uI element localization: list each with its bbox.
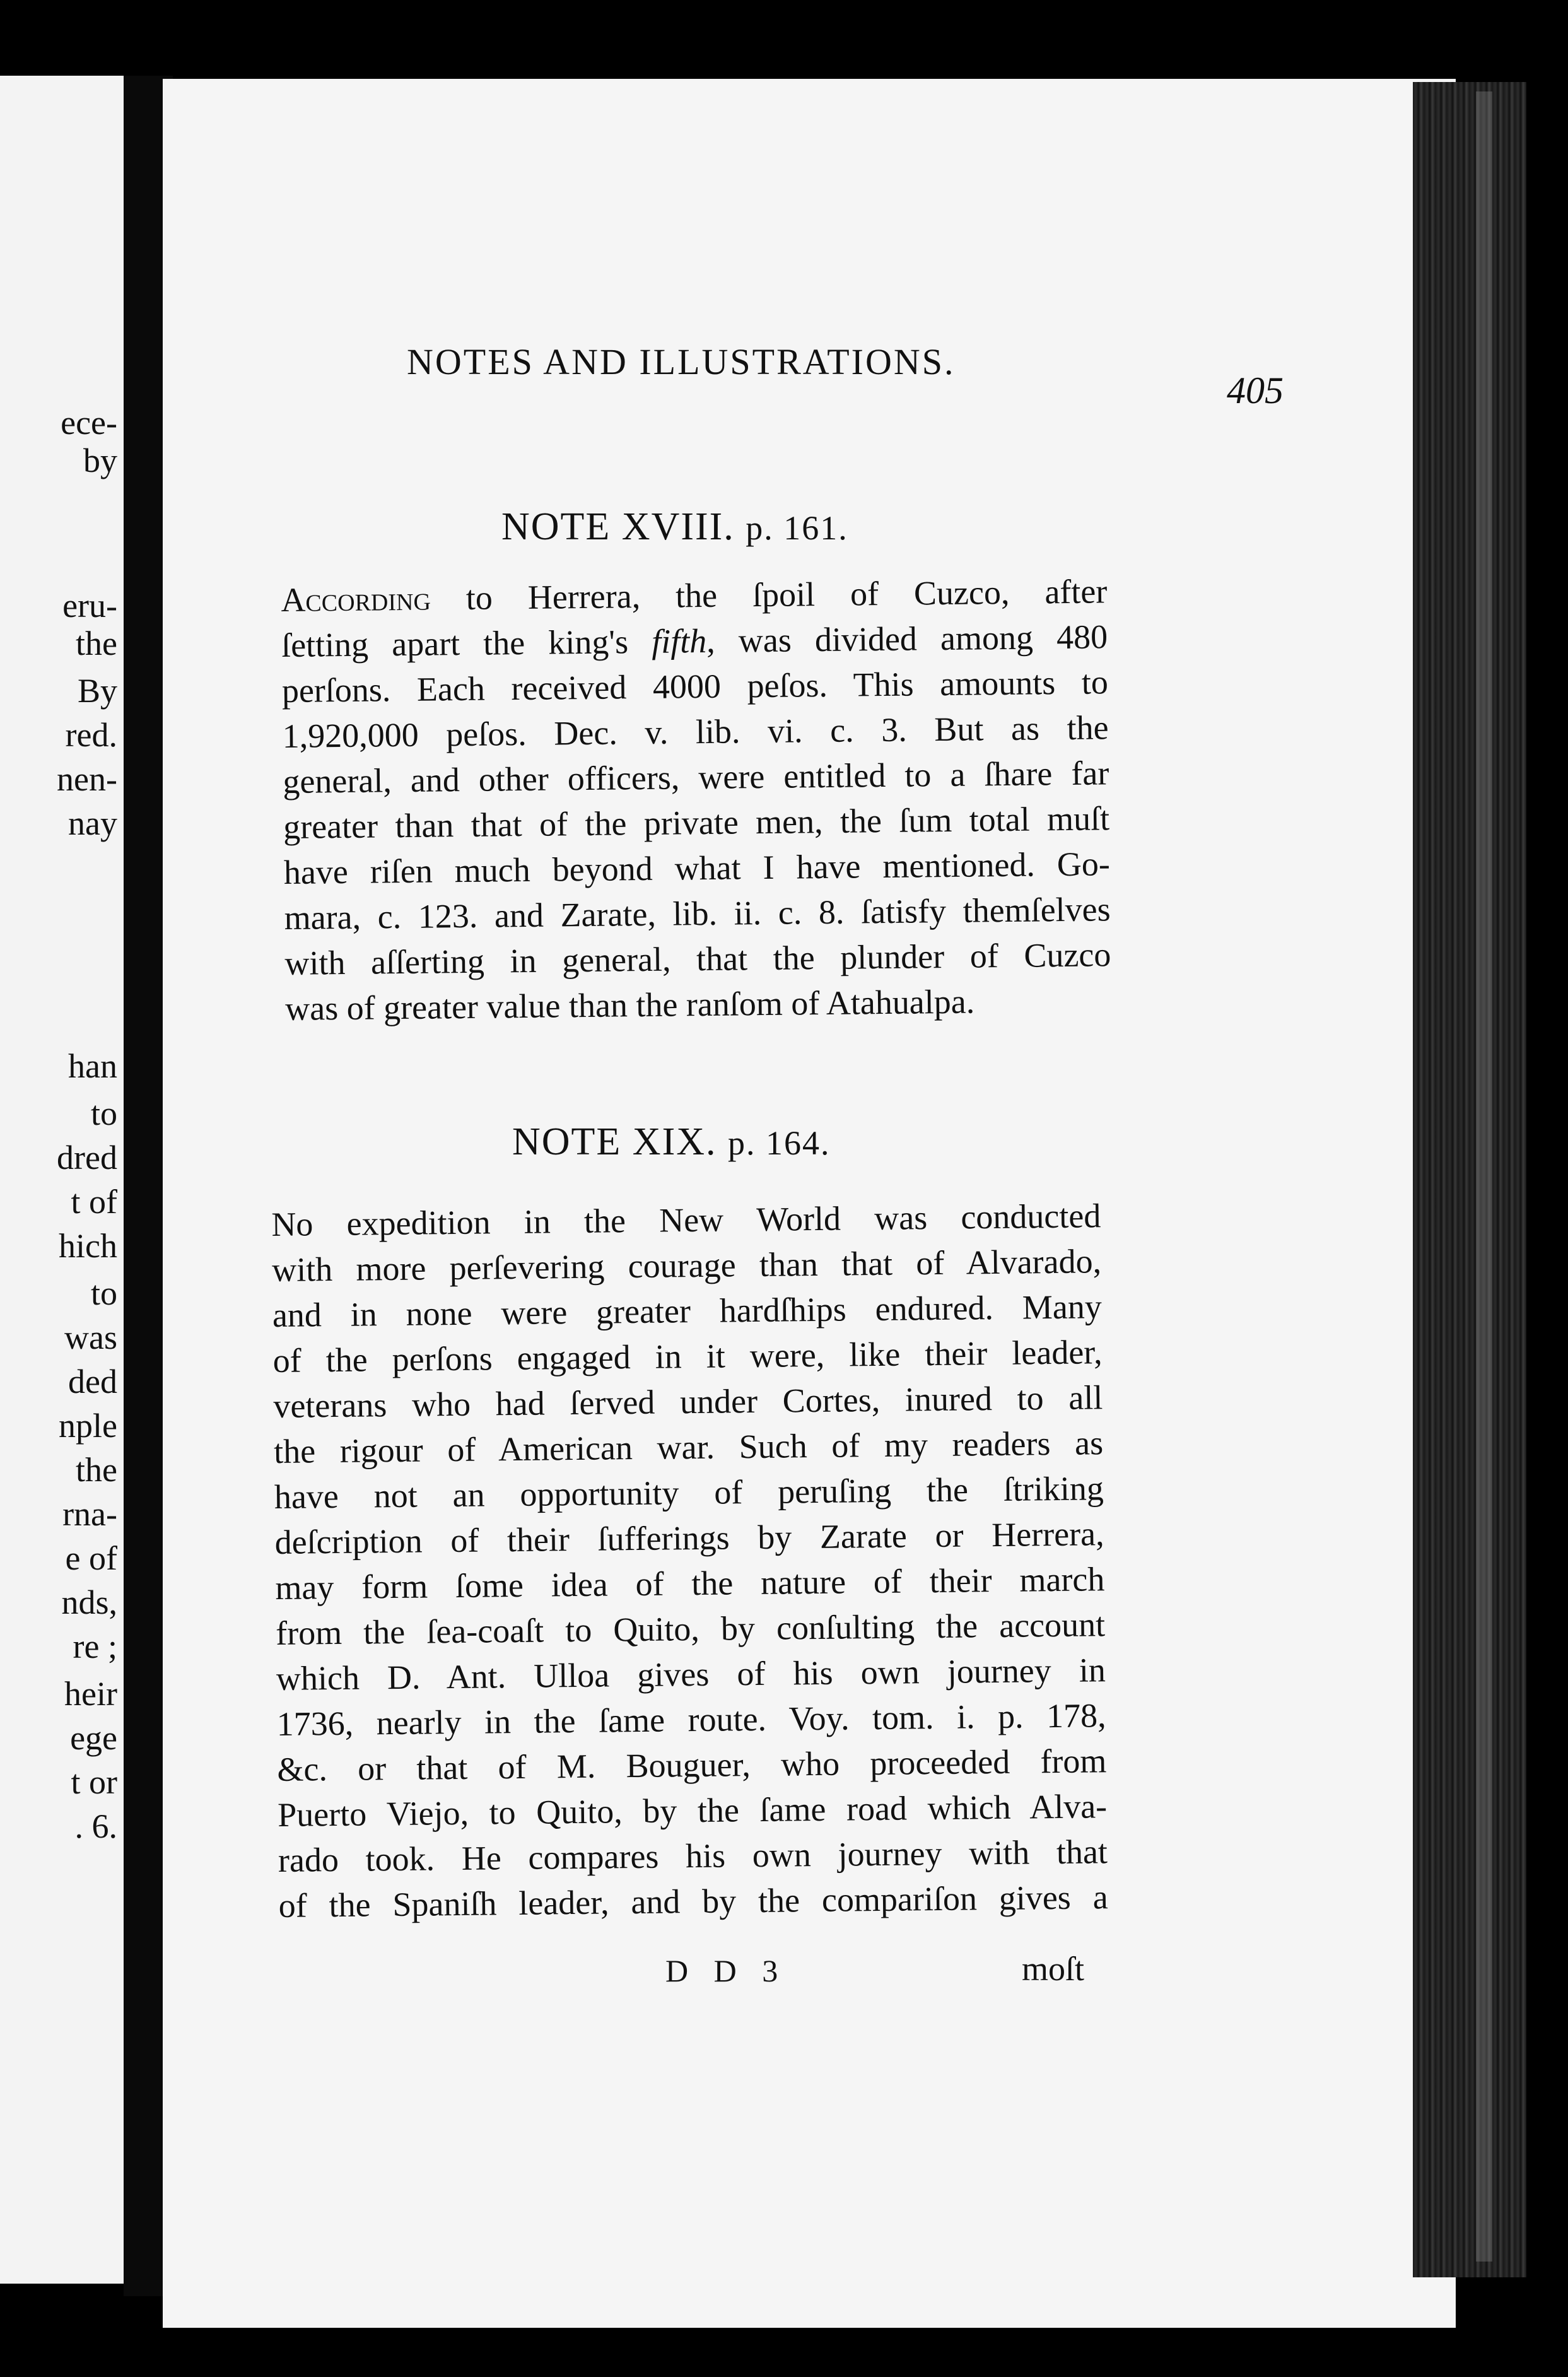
note-page-ref: p. 164. [728,1124,831,1162]
text-line: which D. Ant. Ulloa gives of his own journey in [276,1651,1106,1698]
left-page-fragment: hich [59,1227,117,1265]
left-page-fragment: ege [70,1719,117,1757]
left-page-fragment: nen- [57,760,117,798]
left-page-fragment: t of [71,1183,117,1221]
text-line: Puerto Viejo, to Quito, by the ſame road which Alva- [277,1787,1108,1834]
text-line: from the ſea-coaſt to Quito, by conſulting the account [275,1605,1106,1652]
text-line: and in none were greater hardſhips endured. Many [272,1288,1103,1334]
note-title: NOTE XVIII. [501,505,735,548]
text-line: have not an opportunity of peruſing the ſtriking [274,1469,1104,1516]
left-page-fragment: to [90,1095,117,1132]
text-line: with aſſerting in general, that the plunder of Cuzco [284,936,1111,982]
left-page-fragment: dred [57,1139,117,1177]
left-page-fragment: to [90,1274,117,1312]
running-head: NOTES AND ILLUSTRATIONS. [407,341,956,382]
left-page-fragment: han [68,1047,117,1085]
text-line: ſetting apart the king's fifth, was divided among 480 [281,618,1108,664]
text-line: deſcription of their ſufferings by Zarate or Herrera, [274,1515,1104,1561]
page-number: 405 [1227,370,1284,411]
text-line: was of greater value than the ranſom of Atahualpa. [284,982,975,1028]
text-line: 1,920,000 peſos. Dec. v. lib. vi. c. 3. But as the [282,708,1109,755]
left-page-fragment: rna- [62,1495,117,1533]
text-line: general, and other officers, were entitled to a ſhare far [283,754,1109,801]
text-line: According to Herrera, the ſpoil of Cuzco, after [281,572,1108,619]
left-page-fragment: e of [65,1539,117,1577]
text-line: greater than that of the private men, the ſum total muſt [283,799,1110,846]
note-xix-text [271,1193,1108,1928]
note-xix-heading [512,1120,831,1165]
text-line: of the perſons engaged in it were, like their leader, [272,1333,1103,1380]
catchword: moſt [1022,1950,1085,1988]
text-line: mara, c. 123. and Zarate, lib. ii. c. 8. ſatisfy themſelves [284,890,1111,937]
text-line: with more perſevering courage than that of Alvarado, [271,1242,1102,1289]
left-page-fragment: ece- [61,404,117,442]
note-xviii-heading [501,505,848,549]
left-page-fragment: . 6. [74,1807,117,1845]
left-page-fragment: the [76,625,117,662]
left-page-fragment: eru- [62,587,117,625]
text-line: may form ſome idea of the nature of their march [275,1560,1105,1607]
left-page-fragment: was [64,1318,117,1356]
note-title: NOTE XIX. [512,1120,717,1163]
left-page-fragment: the [76,1451,117,1489]
note-page-ref: p. 161. [746,509,848,547]
signature-mark: D D 3 [665,1953,787,1988]
left-page-fragment: re ; [73,1628,117,1665]
left-page-fragment: by [83,442,117,479]
left-page-fragment: nay [68,804,117,842]
text-line: have riſen much beyond what I have mentioned. Go- [283,845,1111,891]
text-line: the rigour of American war. Such of my readers as [273,1424,1104,1470]
text-line: No expedition in the New World was conducted [271,1197,1101,1243]
text-line: of the Spaniſh leader, and by the compariſon gives a [278,1878,1108,1925]
left-page-fragment: nds, [61,1583,117,1621]
note-xviii-text [281,568,1111,1031]
left-page-fragment: heir [64,1675,117,1713]
text-line: &c. or that of M. Bouguer, who proceeded from [277,1742,1107,1788]
text-line: 1736, nearly in the ſame route. Voy. tom. i. p. 178, [276,1696,1106,1743]
text-line: rado took. He compares his own journey with that [278,1833,1108,1879]
text-line: perſons. Each received 4000 peſos. This amounts to [281,663,1109,710]
left-page-fragment: t or [71,1763,117,1801]
left-page-fragment: By [77,672,117,710]
left-page-fragment: red. [65,716,117,754]
text-line: veterans who had ſerved under Cortes, inured to all [273,1378,1103,1425]
left-page-fragment: ded [68,1363,117,1400]
drop-word: According [281,579,431,619]
left-page-fragment: nple [59,1407,117,1445]
